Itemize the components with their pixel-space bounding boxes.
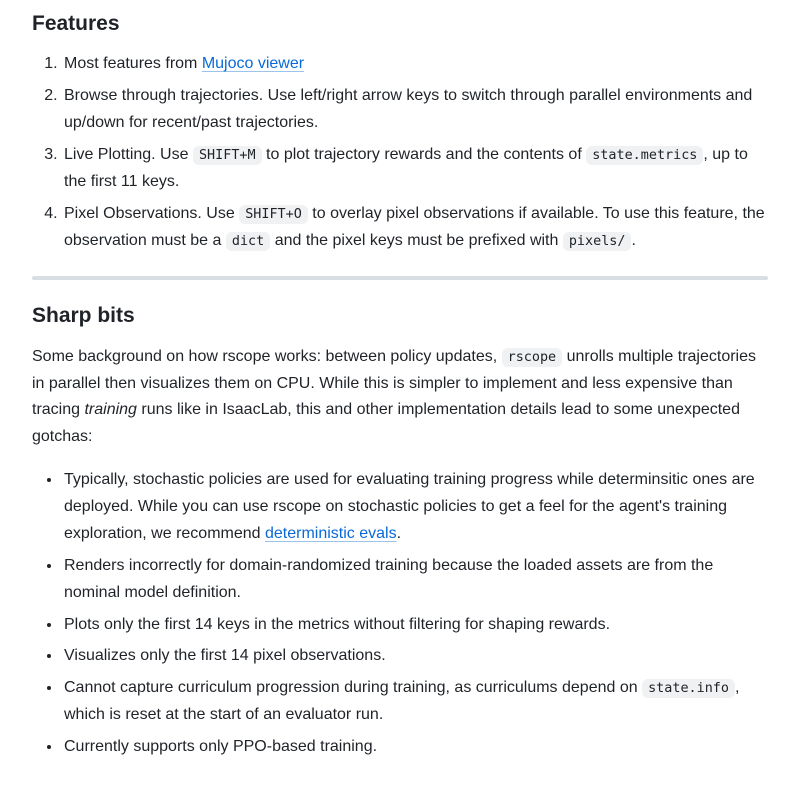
list-item: • Currently supports only PPO-based training. (62, 734, 768, 761)
list-item: 2. Browse through trajectories. Use left/right arrow keys to switch through parallel environments and up/down for recent/past trajectories. (62, 83, 768, 137)
inline-code: state.metrics (586, 146, 703, 165)
inline-code: dict (226, 232, 270, 251)
list-item: • Typically, stochastic policies are used for evaluating training progress while determinsitic ones are deployed. While you can use rscope on stochastic policies to get a feel for the agent's training exploration, we recommend deterministic evals. (62, 467, 768, 548)
list-item: • Plots only the first 14 keys in the metrics without filtering for shaping rewards. (62, 612, 768, 639)
list-item: 1. Most features from Mujoco viewer (62, 51, 768, 78)
inline-link[interactable]: Mujoco viewer (201, 55, 305, 73)
inline-code: state.info (642, 679, 735, 698)
inline-link[interactable]: deterministic evals (264, 524, 397, 542)
sharp-bits-heading: Sharp bits (32, 304, 135, 328)
inline-code: SHIFT+M (193, 146, 262, 165)
features-list (32, 51, 768, 254)
sharp-bits-list (32, 467, 768, 761)
inline-code: rscope (502, 348, 563, 367)
features-heading: Features (32, 12, 120, 35)
list-item: 3. Live Plotting. Use SHIFT+M to plot trajectory rewards and the contents of state.metrics , up to the first 11 keys. (62, 142, 768, 196)
section-divider (32, 276, 768, 280)
sharp-bits-intro: Some background on how rscope works: between policy updates, rscope unrolls multiple trajectories in parallel then visualizes them on CPU. While this is simpler to implement and less expensive than tracing training runs like in IsaacLab, this and other implementation details lead to some unexpected gotchas: (32, 347, 757, 446)
list-item: • Renders incorrectly for domain-randomized training because the loaded assets are from the nominal model definition. (62, 553, 768, 607)
list-item: 4. Pixel Observations. Use SHIFT+O to overlay pixel observations if available. To use this feature, the observation must be a dict and the pixel keys must be prefixed with pixels/ . (62, 201, 768, 255)
inline-code: SHIFT+O (239, 205, 308, 224)
list-item: • Cannot capture curriculum progression during training, as curriculums depend on state.info , which is reset at the start of an evaluator run. (62, 675, 768, 729)
list-item: • Visualizes only the first 14 pixel observations. (62, 643, 768, 670)
inline-code: pixels/ (563, 232, 632, 251)
emphasis-text: training (84, 401, 137, 419)
